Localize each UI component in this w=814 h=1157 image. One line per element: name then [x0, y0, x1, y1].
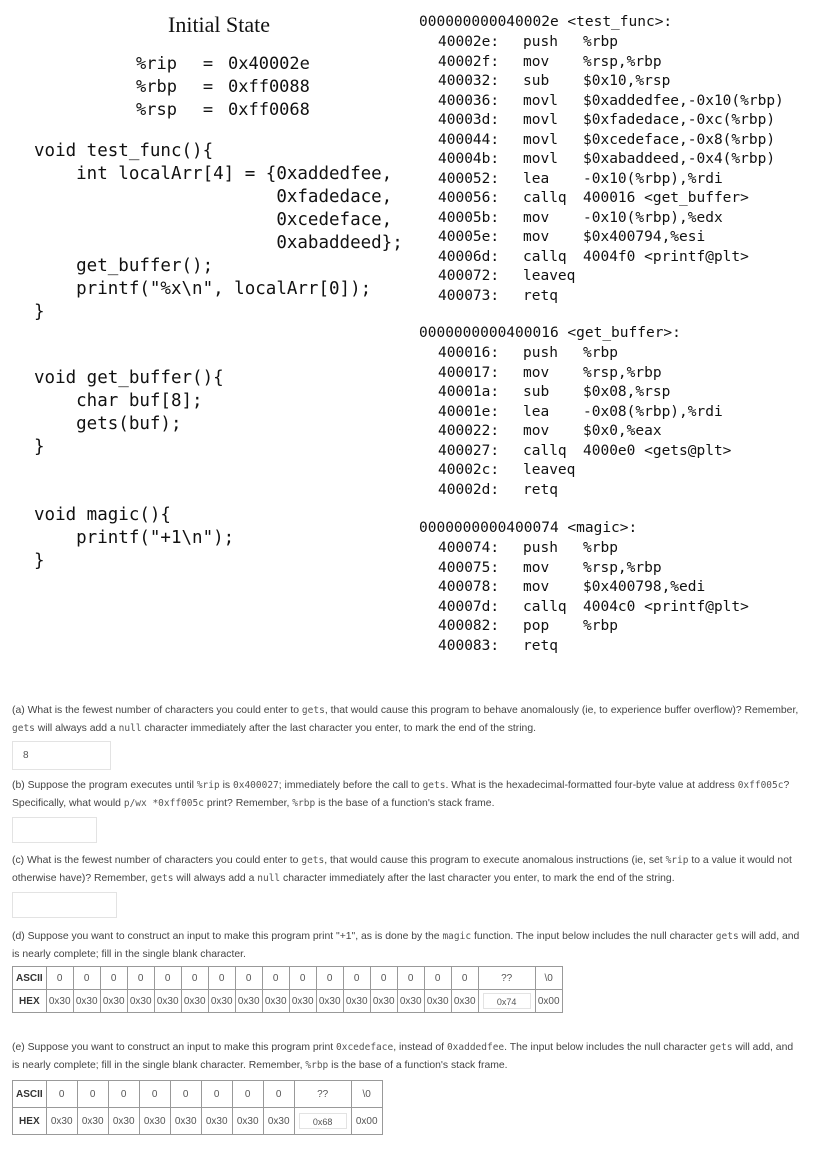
instruction-address: 400016:	[438, 345, 500, 361]
register-name: %rip	[136, 54, 177, 74]
instruction-address: 400036:	[438, 92, 500, 109]
source-line: 0xabaddeed};	[34, 233, 403, 253]
source-line: }	[34, 302, 45, 322]
instruction-opcode: mov	[523, 364, 550, 381]
register-eq: =	[202, 77, 214, 97]
disassembly-line	[438, 132, 798, 152]
source-line: gets(buf);	[34, 414, 182, 434]
ascii-cell: ??	[478, 967, 535, 990]
instruction-address: 400056:	[438, 190, 500, 206]
hex-cell: 0x30	[170, 1108, 201, 1135]
disassembly-line	[438, 73, 798, 93]
instruction-opcode: mov	[523, 579, 550, 595]
register-name: %rsp	[136, 100, 177, 120]
ascii-cell: 0	[139, 1081, 170, 1108]
instruction-opcode: mov	[523, 229, 550, 245]
hex-cell: 0x30	[208, 990, 235, 1013]
input-table-e	[12, 1080, 383, 1135]
instruction-address: 400074:	[438, 540, 500, 556]
disassembly-line	[438, 638, 798, 658]
register-rsp	[136, 100, 310, 120]
hex-cell: 0x30	[343, 990, 370, 1013]
answer-b-input[interactable]	[12, 817, 97, 843]
hex-cell: 0x30	[73, 990, 100, 1013]
ascii-cell: 0	[108, 1081, 139, 1108]
hex-cell: 0x30	[77, 1108, 108, 1135]
instruction-operands: 400016 <get_buffer>	[583, 190, 749, 206]
hex-cell: 0x30	[232, 1108, 263, 1135]
ascii-label: ASCII	[13, 967, 47, 990]
ascii-cell: 0	[370, 967, 397, 990]
instruction-operands: 4000e0 <gets@plt>	[583, 442, 732, 459]
hex-cell: 0x30	[235, 990, 262, 1013]
ascii-cell: 0	[397, 967, 424, 990]
hex-row	[13, 1108, 383, 1135]
disassembly-line	[438, 249, 798, 269]
instruction-operands: %rsp,%rbp	[583, 53, 662, 70]
instruction-address: 40007d:	[438, 598, 500, 615]
ascii-cell: ??	[294, 1081, 351, 1108]
ascii-cell: \0	[535, 967, 562, 990]
answer-a-input[interactable]: 8	[12, 741, 111, 770]
question-a-text: (a) What is the fewest number of characters you could enter to gets, that would cause this program to behave anomalously (ie, to experience buffer overflow)? Remember, gets will always add a null character immediately after the last character you enter, to mark the end of the string.	[12, 705, 799, 734]
disassembly-header: 0000000000400016 <get_buffer>:	[419, 325, 681, 341]
instruction-operands: -0x08(%rbp),%rdi	[583, 403, 723, 420]
disassembly-line	[438, 599, 798, 619]
instruction-operands: $0x400798,%edi	[583, 579, 706, 595]
register-name: %rbp	[136, 77, 177, 97]
disassembly-line	[438, 54, 798, 74]
ascii-cell: \0	[351, 1081, 382, 1108]
ascii-cell: 0	[77, 1081, 108, 1108]
instruction-opcode: mov	[523, 53, 550, 70]
instruction-opcode: pop	[523, 618, 550, 634]
source-line: void test_func(){	[34, 141, 214, 161]
ascii-cell: 0	[424, 967, 451, 990]
hex-cell: 0x30	[100, 990, 127, 1013]
register-eq: =	[202, 54, 214, 74]
instruction-address: 40001a:	[438, 384, 500, 400]
instruction-operands: -0x10(%rbp),%rdi	[583, 170, 723, 187]
instruction-opcode: sub	[523, 384, 550, 400]
register-value: 0xff0088	[228, 77, 310, 97]
instruction-opcode: movl	[523, 151, 558, 167]
instruction-opcode: movl	[523, 131, 558, 148]
disassembly-line	[438, 34, 798, 54]
instruction-operands: %rbp	[583, 34, 618, 50]
ascii-cell: 0	[154, 967, 181, 990]
hex-cell: 0x30	[424, 990, 451, 1013]
hex-cell: 0x30	[263, 1108, 294, 1135]
instruction-operands: $0x0,%eax	[583, 423, 662, 439]
ascii-cell: 0	[451, 967, 478, 990]
instruction-address: 40002c:	[438, 462, 500, 478]
register-rbp	[136, 77, 310, 97]
instruction-operands: %rsp,%rbp	[583, 364, 662, 381]
disassembly-line	[438, 404, 798, 424]
instruction-opcode: leaveq	[523, 268, 576, 284]
instruction-opcode: retq	[523, 287, 558, 304]
source-line: }	[34, 437, 45, 457]
hex-cell: 0x00	[535, 990, 562, 1013]
disassembly-line	[438, 540, 798, 560]
instruction-operands: 4004c0 <printf@plt>	[583, 598, 749, 615]
hex-cell: 0x30	[201, 1108, 232, 1135]
ascii-cell: 0	[235, 967, 262, 990]
hex-cell: 0x30	[289, 990, 316, 1013]
instruction-address: 400078:	[438, 579, 500, 595]
hex-label: HEX	[13, 990, 47, 1013]
instruction-operands: -0x10(%rbp),%edx	[583, 209, 723, 226]
instruction-operands: $0xfadedace,-0xc(%rbp)	[583, 112, 776, 128]
ascii-cell: 0	[316, 967, 343, 990]
instruction-opcode: movl	[523, 112, 558, 128]
instruction-address: 400073:	[438, 287, 500, 304]
instruction-address: 40001e:	[438, 403, 500, 420]
instruction-operands: $0x400794,%esi	[583, 229, 706, 245]
hex-cell: 0x00	[351, 1108, 382, 1135]
disassembly-line	[438, 345, 798, 365]
disassembly-line	[438, 171, 798, 191]
instruction-address: 40003d:	[438, 112, 500, 128]
instruction-opcode: callq	[523, 248, 567, 265]
disassembly-line	[438, 482, 798, 502]
blank-hex-input[interactable]: 0x68	[299, 1113, 347, 1129]
source-line: int localArr[4] = {0xaddedfee,	[34, 164, 393, 184]
source-line: 0xcedeface,	[34, 210, 393, 230]
disassembly-line	[438, 365, 798, 385]
blank-hex-input[interactable]: 0x74	[483, 993, 531, 1009]
question-b-text: (b) Suppose the program executes until %rip is 0x400027; immediately before the call to gets. What is the hexadecimal-formatted four-byte value at address 0xff005c? Specifically, what would p/wx *0xff005c print? Remember, %rbp is the base of a function's stack frame.	[12, 780, 790, 809]
ascii-cell: 0	[46, 1081, 77, 1108]
question-c-text: (c) What is the fewest number of characters you could enter to gets, that would cause this program to execute anomalous instructions (ie, set %rip to a value it would not otherwise have)? Remember, gets will always add a null character immediately after the last character you enter, to mark the end of the string.	[12, 855, 792, 884]
source-line: 0xfadedace,	[34, 187, 393, 207]
hex-row	[13, 990, 563, 1013]
instruction-opcode: mov	[523, 559, 550, 576]
ascii-cell: 0	[262, 967, 289, 990]
instruction-operands: %rbp	[583, 345, 618, 361]
disassembly-line	[438, 618, 798, 638]
instruction-opcode: mov	[523, 423, 550, 439]
instruction-address: 400044:	[438, 131, 500, 148]
instruction-opcode: mov	[523, 209, 550, 226]
disassembly-line	[438, 560, 798, 580]
disassembly-line	[438, 288, 798, 308]
disassembly-line	[438, 229, 798, 249]
ascii-cell: 0	[263, 1081, 294, 1108]
instruction-opcode: retq	[523, 637, 558, 654]
instruction-address: 400022:	[438, 423, 500, 439]
ascii-cell: 0	[289, 967, 316, 990]
ascii-cell: 0	[46, 967, 73, 990]
instruction-address: 400032:	[438, 73, 500, 89]
instruction-opcode: push	[523, 540, 558, 556]
hex-label: HEX	[13, 1108, 47, 1135]
answer-c-input[interactable]	[12, 892, 117, 918]
question-e-text: (e) Suppose you want to construct an input to make this program print 0xcedeface, instead of 0xaddedfee. The input below includes the null character gets will add, and is nearly complete; fill in the single blank character. Remember, %rbp is the base of a function's stack frame.	[12, 1042, 794, 1071]
instruction-address: 40005b:	[438, 209, 500, 226]
instruction-opcode: callq	[523, 190, 567, 206]
disassembly-line	[438, 268, 798, 288]
instruction-address: 40002e:	[438, 34, 500, 50]
register-eq: =	[202, 100, 214, 120]
ascii-cell: 0	[201, 1081, 232, 1108]
ascii-row	[13, 1081, 383, 1108]
ascii-cell: 0	[73, 967, 100, 990]
instruction-opcode: movl	[523, 92, 558, 109]
instruction-address: 400082:	[438, 618, 500, 634]
hex-cell: 0x30	[46, 1108, 77, 1135]
source-line: void get_buffer(){	[34, 368, 224, 388]
register-rip	[136, 54, 310, 74]
ascii-cell: 0	[170, 1081, 201, 1108]
disassembly-line	[438, 579, 798, 599]
instruction-opcode: retq	[523, 481, 558, 498]
disassembly-line	[438, 384, 798, 404]
ascii-cell: 0	[100, 967, 127, 990]
disassembly-line	[438, 151, 798, 171]
instruction-operands: %rbp	[583, 540, 618, 556]
register-value: 0xff0068	[228, 100, 310, 120]
source-line: get_buffer();	[34, 256, 214, 276]
instruction-opcode: leaveq	[523, 462, 576, 478]
disassembly-line	[438, 93, 798, 113]
disassembly-line	[438, 210, 798, 230]
instruction-address: 40002d:	[438, 481, 500, 498]
hex-cell: 0x30	[370, 990, 397, 1013]
ascii-cell: 0	[232, 1081, 263, 1108]
instruction-address: 40002f:	[438, 53, 500, 70]
instruction-opcode: sub	[523, 73, 550, 89]
ascii-cell: 0	[181, 967, 208, 990]
disassembly-line	[438, 190, 798, 210]
hex-cell: 0x30	[154, 990, 181, 1013]
instruction-operands: $0x08,%rsp	[583, 384, 671, 400]
hex-cell: 0x30	[397, 990, 424, 1013]
instruction-operands: $0xcedeface,-0x8(%rbp)	[583, 131, 776, 148]
instruction-operands: $0xaddedfee,-0x10(%rbp)	[583, 92, 784, 109]
hex-cell: 0x30	[262, 990, 289, 1013]
hex-cell: 0x30	[108, 1108, 139, 1135]
instruction-operands: %rbp	[583, 618, 618, 634]
instruction-operands: %rsp,%rbp	[583, 559, 662, 576]
question-d-text: (d) Suppose you want to construct an input to make this program print "+1", as is done by the magic function. The input below includes the null character gets will add, and is nearly complete; fill in the single blank character.	[12, 931, 800, 960]
disassembly-line	[438, 443, 798, 463]
instruction-address: 400075:	[438, 559, 500, 576]
instruction-opcode: lea	[523, 403, 550, 420]
source-line: }	[34, 551, 45, 571]
disassembly-header: 000000000040002e <test_func>:	[419, 14, 673, 30]
ascii-label: ASCII	[13, 1081, 47, 1108]
source-line: char buf[8];	[34, 391, 203, 411]
instruction-address: 400083:	[438, 637, 500, 654]
instruction-address: 400052:	[438, 170, 500, 187]
disassembly-line	[438, 112, 798, 132]
input-table-d	[12, 966, 563, 1013]
instruction-address: 400017:	[438, 364, 500, 381]
register-value: 0x40002e	[228, 54, 310, 74]
source-line: printf("%x\n", localArr[0]);	[34, 279, 372, 299]
ascii-cell: 0	[343, 967, 370, 990]
ascii-cell: 0	[127, 967, 154, 990]
instruction-address: 40005e:	[438, 229, 500, 245]
instruction-operands: $0x10,%rsp	[583, 73, 671, 89]
instruction-address: 40006d:	[438, 248, 500, 265]
hex-cell: 0x30	[451, 990, 478, 1013]
source-line: void magic(){	[34, 505, 171, 525]
instruction-operands: 4004f0 <printf@plt>	[583, 248, 749, 265]
disassembly-header: 0000000000400074 <magic>:	[419, 520, 638, 536]
ascii-row	[13, 967, 563, 990]
disassembly-line	[438, 423, 798, 443]
instruction-opcode: lea	[523, 170, 550, 187]
instruction-opcode: callq	[523, 442, 567, 459]
instruction-opcode: callq	[523, 598, 567, 615]
hex-cell: 0x30	[139, 1108, 170, 1135]
blank-hex-cell	[294, 1108, 351, 1135]
instruction-opcode: push	[523, 345, 558, 361]
instruction-address: 400072:	[438, 268, 500, 284]
hex-cell: 0x30	[181, 990, 208, 1013]
hex-cell: 0x30	[316, 990, 343, 1013]
blank-hex-cell	[478, 990, 535, 1013]
ascii-cell: 0	[208, 967, 235, 990]
instruction-address: 400027:	[438, 442, 500, 459]
source-line: printf("+1\n");	[34, 528, 235, 548]
hex-cell: 0x30	[127, 990, 154, 1013]
instruction-operands: $0xabaddeed,-0x4(%rbp)	[583, 151, 776, 167]
disassembly-line	[438, 462, 798, 482]
instruction-opcode: push	[523, 34, 558, 50]
instruction-address: 40004b:	[438, 151, 500, 167]
initial-state-title: Initial State	[168, 12, 271, 37]
hex-cell: 0x30	[46, 990, 73, 1013]
